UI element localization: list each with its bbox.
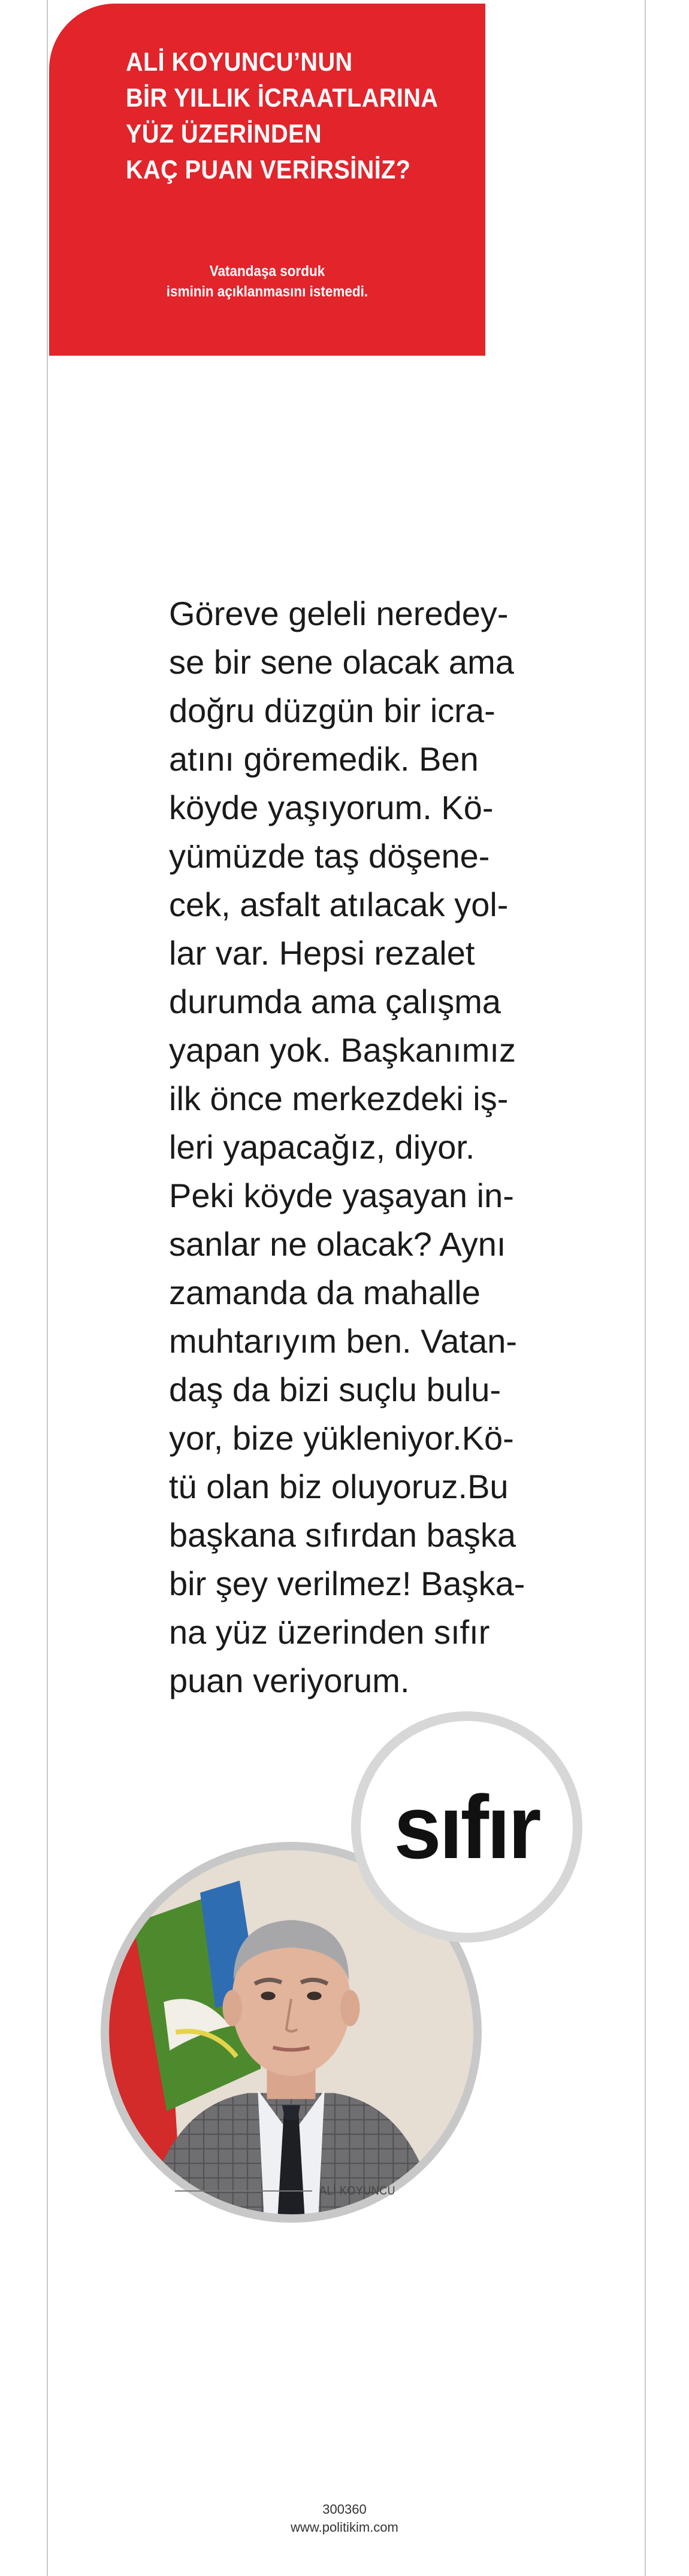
quote-line: yapan yok. Başkanımız <box>169 1031 516 1069</box>
quote-line: doğru düzgün bir icra- <box>169 692 495 729</box>
quote-line: yor, bize yükleniyor.Kö- <box>169 1419 514 1457</box>
footer-website[interactable]: www.politikim.com <box>291 2520 398 2535</box>
score-word: sıfır <box>394 1776 540 1877</box>
quote-line: puan veriyorum. <box>169 1662 410 1699</box>
score-badge <box>351 1711 582 1942</box>
score-badge-inner <box>361 1721 573 1933</box>
quote-line: leri yapacağız, diyor. <box>169 1128 475 1166</box>
caption-rule <box>175 2190 312 2192</box>
quote-line: ilk önce merkezdeki iş- <box>169 1080 509 1117</box>
footer <box>0 2501 689 2536</box>
quote-line: durumda ama çalışma <box>169 983 501 1020</box>
quote-line: cek, asfalt atılacak yol- <box>169 886 509 923</box>
quote-line: daş da bizi suçlu bulu- <box>169 1371 501 1408</box>
quote-line: Göreve geleli neredey- <box>169 595 509 632</box>
quote-text <box>169 589 540 1705</box>
header-note: Vatandaşa sorduk isminin açıklanmasını istemedi. <box>166 263 368 300</box>
quote-line: se bir sene olacak ama <box>169 643 514 681</box>
quote-line: muhtarıyım ben. Vatan- <box>169 1322 517 1360</box>
footer-code: 300360 <box>322 2502 367 2517</box>
quote-line: köyde yaşıyorum. Kö- <box>169 789 494 826</box>
quote-line: zamanda da mahalle <box>169 1274 481 1311</box>
quote-line: bir şey verilmez! Başka- <box>169 1565 525 1602</box>
quote-line: sanlar ne olacak? Aynı <box>169 1225 506 1263</box>
quote-line: atını göremedik. Ben <box>169 740 479 778</box>
quote-line: na yüz üzerinden sıfır <box>169 1613 490 1651</box>
photo-caption <box>175 2181 404 2201</box>
quote-line: Peki köyde yaşayan in- <box>169 1177 514 1214</box>
header-banner <box>49 4 485 356</box>
quote-line: lar var. Hepsi rezalet <box>169 934 475 972</box>
headline: ALİ KOYUNCU’NUN BİR YILLIK İCRAATLARINA YÜZ ÜZERİNDEN KAÇ PUAN VERİRSİNİZ? <box>126 47 439 184</box>
quote-line: tü olan biz oluyoruz.Bu <box>169 1468 509 1505</box>
caption-text: ALİ KOYUNCU <box>319 2184 395 2198</box>
quote-line: yümüzde taş döşene- <box>169 837 490 875</box>
quote-line: başkana sıfırdan başka <box>169 1516 516 1554</box>
